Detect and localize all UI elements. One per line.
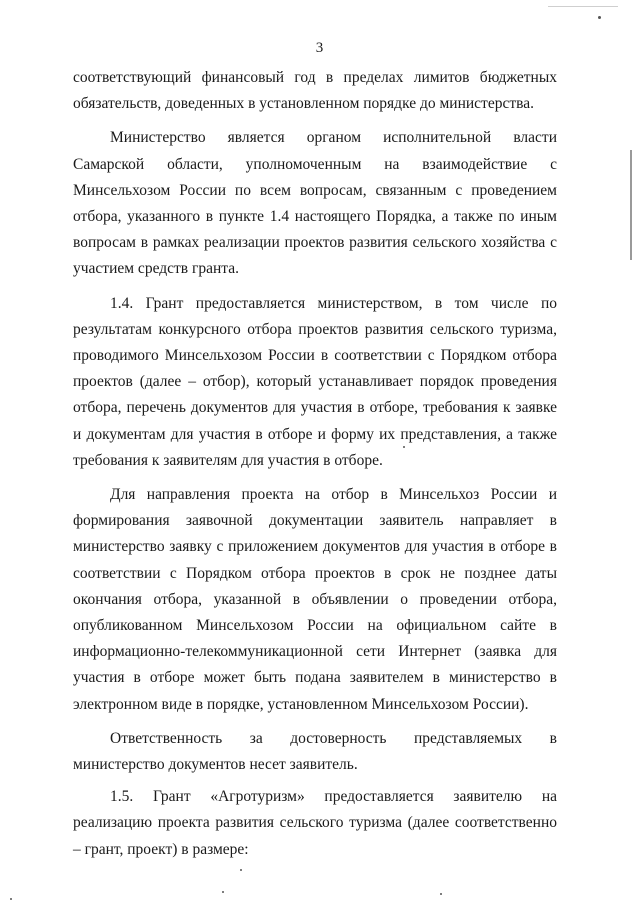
scan-edge-mark bbox=[630, 150, 632, 260]
paragraph-application-procedure: Для направления проекта на отбор в Минсельхоз России и формирования заявочной документации заявитель направляет в министерство заявку с приложением документов для участия в отборе в соответствии с Порядком отбора проектов в срок не позднее даты окончания отбора, указанной в объявлении о проведении отбора, опубликованном Минсельхозом России на официальном сайте в информационно-телекоммуникационной сети Интернет (заявка для участия в отборе может быть подана заявителем в министерство в электронном виде в порядке, установленном Минсельхозом России). bbox=[73, 486, 557, 713]
paragraph-ministry-role: Министерство является органом исполнительной власти Самарской области, уполномоченным на взаимодействие с Минсельхозом России по всем вопросам, связанным с проведением отбора, указанного в пункте 1.4 настоящего Порядка, а также по иным вопросам в рамках реализации проектов развития сельского хозяйства с участием средств гранта. bbox=[73, 129, 557, 278]
scan-speck bbox=[403, 446, 405, 448]
document-body bbox=[73, 65, 557, 871]
scan-edge-mark bbox=[548, 6, 618, 7]
paragraph-1-5-agrotourism: 1.5. Грант «Агротуризм» предоставляется заявителю на реализацию проекта развития сельского туризма (далее соответственно – грант, проект) в размере: bbox=[73, 788, 557, 858]
scan-speck bbox=[222, 891, 224, 893]
paragraph-1-4-grant: 1.4. Грант предоставляется министерством, в том числе по результатам конкурсного отбора проектов развития сельского туризма, проводимого Минсельхозом России в соответствии с Порядком отбора проектов (далее – отбор), который устанавливает порядок проведения отбора, перечень документов для участия в отборе, требования к заявке и документам для участия в отборе и форму их представления, а также требования к заявителям для участия в отборе. bbox=[73, 294, 557, 469]
paragraph-budget-obligations: соответствующий финансовый год в пределах лимитов бюджетных обязательств, доведенных в установленном порядке до министерства. bbox=[73, 69, 557, 113]
paragraph-responsibility: Ответственность за достоверность представляемых в министерство документов несет заявитель. bbox=[73, 729, 557, 774]
page-number: 3 bbox=[315, 40, 324, 56]
scan-speck bbox=[240, 869, 242, 871]
scan-speck bbox=[10, 898, 12, 900]
scan-speck bbox=[440, 893, 442, 895]
scan-speck bbox=[598, 16, 601, 19]
